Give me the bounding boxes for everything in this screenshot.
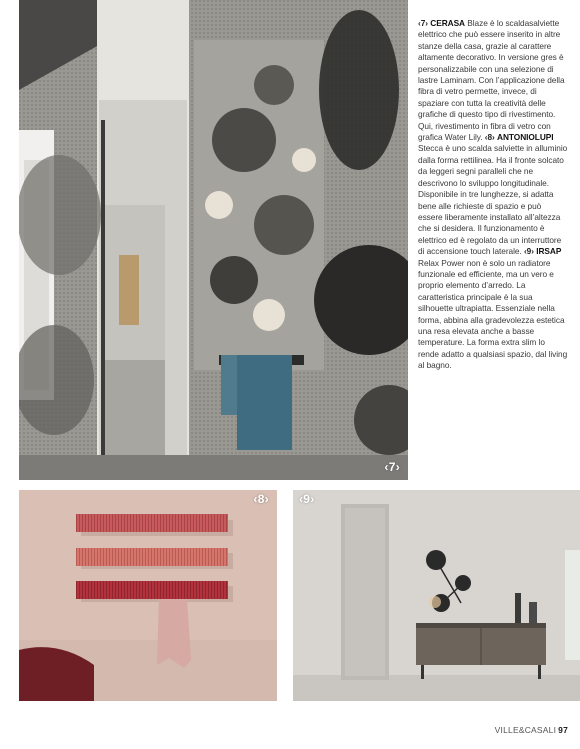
text-irsap: Relax Power non è solo un radiatore funzionale ed efficiente, ma un vero e proprio elemento d’arredo. La caratteristica principale è la sua silhouette ultrapiatta. Essenziale nella forma, abbina alla gradevolezza estetica una resa elevata anche a basse temperature. La forma extra slim lo rende adatto a qualsiasi spazio, dal living al bagno. (418, 257, 568, 371)
text-cerasa: Blaze è lo scaldasalviette elettrico che può essere inserito in altre stanze della casa, grazie al carattere altamente decorativo. In versione gres è personalizzabile con una selezione di lastre Laminam. Con l’applicazione della fibra di vetro permette, invece, di spaziare con tutta la creatività delle grafiche di questo tipo di rivestimento. Qui, rivestimento in fibra di vetro con grafica Water Lily. (418, 18, 565, 143)
brand-antoniolupi: ANTONIOLUPI (497, 132, 554, 143)
item-number-9: ‹9› (523, 246, 534, 257)
photo-label-9: ‹9› (299, 492, 315, 506)
page-footer (495, 725, 568, 735)
page-number: 97 (558, 725, 568, 735)
photo-cerasa-blaze (19, 0, 408, 480)
photo-label-7: ‹7› (384, 460, 400, 474)
bathroom-illustration (19, 0, 408, 480)
photo-irsap-relax-power (293, 490, 580, 701)
towel-warmer-illustration (19, 490, 277, 701)
photo-label-8: ‹8› (253, 492, 269, 506)
magazine-name: VILLE&CASALI (494, 725, 557, 735)
radiator-illustration (293, 490, 580, 701)
article-body (418, 18, 568, 372)
text-antoniolupi: Stecca è uno scalda salviette in alluminio dalla forma rettilinea. Ha il fronte solcato da leggeri segni paralleli che ne descrivono lo sviluppo longitudinale. Disponibile in tre lunghezze, si adatta bene alle richieste di spazio e può essere liberamente installato all’altezza che si desidera. Il funzionamento è elettrico ed è regolato da un interruttore di accensione touch laterale. (418, 143, 568, 257)
item-number-8: ‹8› (484, 132, 495, 143)
photo-antoniolupi-stecca (19, 490, 277, 701)
brand-cerasa: CERASA (430, 18, 466, 28)
brand-irsap: IRSAP (536, 246, 562, 257)
item-number-7: ‹7› (418, 18, 428, 28)
